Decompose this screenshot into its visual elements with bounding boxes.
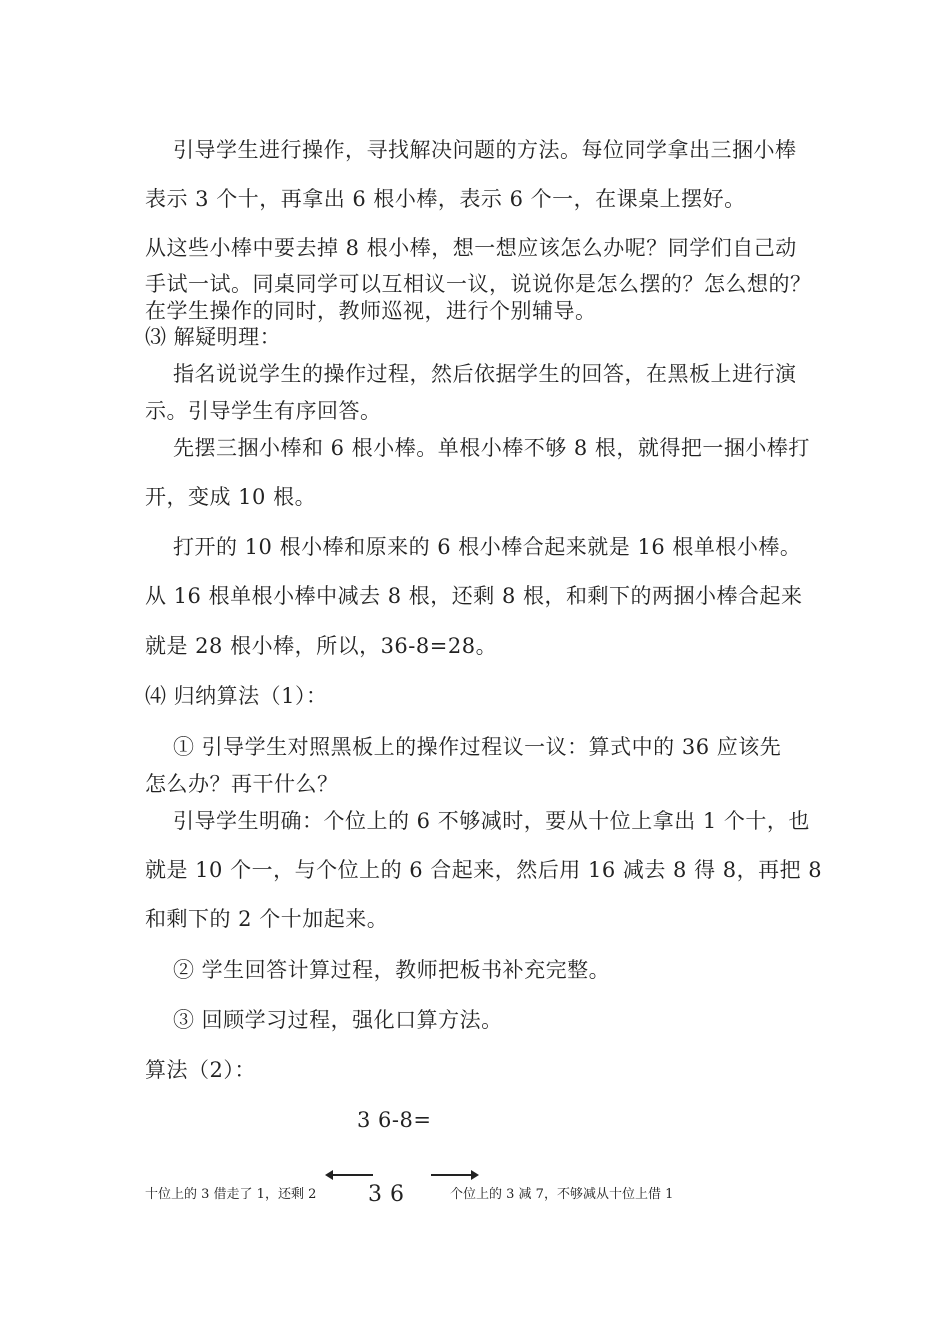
paragraph-line: 开，变成 10 根。 (145, 485, 317, 509)
paragraph-line: 示。引导学生有序回答。 (145, 399, 382, 423)
right-note: 个位上的 3 减 7，不够减从十位上借 1 (450, 1187, 674, 1202)
paragraph-line: 就是 10 个一，与个位上的 6 合起来，然后用 16 减去 8 得 8，再把 8 (145, 858, 823, 882)
paragraph-line: ① 引导学生对照黑板上的操作过程议一议：算式中的 36 应该先 (173, 735, 782, 759)
left-note: 十位上的 3 借走了 1，还剩 2 (145, 1187, 317, 1202)
paragraph-line: ② 学生回答计算过程，教师把板书补充完整。 (173, 958, 611, 982)
paragraph-line: 手试一试。同桌同学可以互相议一议，说说你是怎么摆的？怎么想的？ (145, 272, 812, 296)
paragraph-line: 和剩下的 2 个十加起来。 (145, 907, 389, 931)
section-heading: ⑶ 解疑明理： (145, 325, 282, 349)
paragraph-line: 从 16 根单根小棒中减去 8 根，还剩 8 根，和剩下的两捆小棒合起来 (145, 584, 803, 608)
paragraph-line: 从这些小棒中要去掉 8 根小棒，想一想应该怎么办呢？同学们自己动 (145, 236, 797, 260)
section-heading: 算法（2）： (145, 1058, 256, 1082)
paragraph-line: 指名说说学生的操作过程，然后依据学生的回答，在黑板上进行演 (173, 362, 797, 386)
paragraph-line: 在学生操作的同时，教师巡视，进行个别辅导。 (145, 299, 597, 323)
right-arrow-icon (431, 1174, 471, 1176)
section-heading: ⑷ 归纳算法（1）： (145, 684, 328, 708)
paragraph-line: 就是 28 根小棒，所以，36-8=28。 (145, 634, 498, 658)
paragraph-line: 怎么办？再干什么？ (145, 772, 339, 796)
paragraph-line: 引导学生进行操作，寻找解决问题的方法。每位同学拿出三捆小棒 (173, 138, 797, 162)
left-arrow-icon (333, 1174, 373, 1176)
paragraph-line: 先摆三捆小棒和 6 根小棒。单根小棒不够 8 根，就得把一捆小棒打 (173, 436, 810, 460)
paragraph-line: 引导学生明确：个位上的 6 不够减时，要从十位上拿出 1 个十，也 (173, 809, 810, 833)
equation: 3 6-8= (357, 1108, 432, 1132)
paragraph-line: 表示 3 个十，再拿出 6 根小棒，表示 6 个一，在课桌上摆好。 (145, 187, 746, 211)
number-36: 3 6 (368, 1182, 405, 1207)
paragraph-line: 打开的 10 根小棒和原来的 6 根小棒合起来就是 16 根单根小棒。 (173, 535, 802, 559)
paragraph-line: ③ 回顾学习过程，强化口算方法。 (173, 1008, 503, 1032)
